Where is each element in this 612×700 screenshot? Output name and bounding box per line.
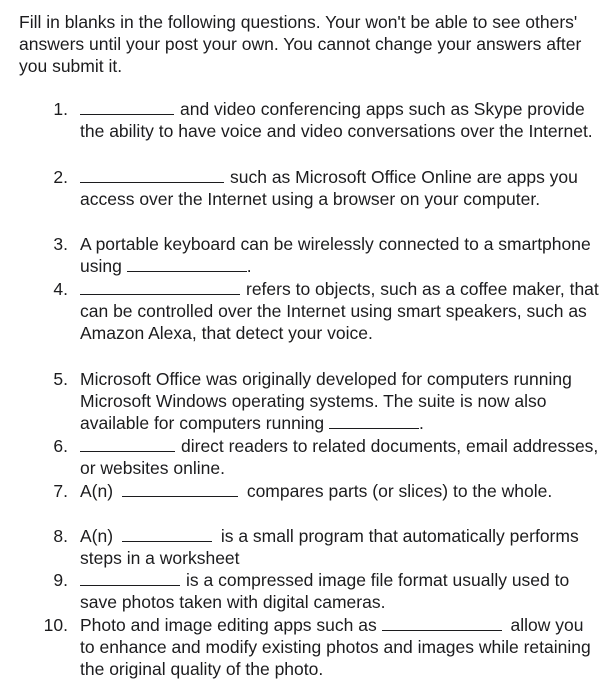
answer-blank[interactable] — [329, 413, 419, 429]
answer-blank[interactable] — [80, 279, 240, 295]
question-number: 2. — [53, 167, 68, 187]
answer-blank[interactable] — [80, 570, 180, 586]
question-text-after: . — [419, 413, 424, 434]
question-number: 10. — [43, 615, 68, 635]
question-text — [80, 614, 600, 681]
question-text-after: is a compressed image file format usually used to save photos taken with digital cameras. — [80, 570, 570, 613]
question-text — [80, 368, 600, 435]
answer-blank[interactable] — [80, 167, 224, 183]
question-text-after: allow you to enhance and modify existing photos and images while retaining the original quality of the photo. — [80, 615, 591, 680]
question-text-after: compares parts (or slices) to the whole. — [246, 481, 553, 501]
question-text-after: and video conferencing apps such as Skype provide the ability to have voice and video conversations over the Internet. — [80, 99, 593, 142]
instructions-text: Fill in blanks in the following questions. Your won't be able to see others' answers until your post your own. You cannot change your answers after you submit it. — [19, 12, 582, 76]
answer-blank[interactable] — [80, 436, 175, 452]
question-text-before: Photo and image editing apps such as — [80, 615, 377, 635]
question-text-after: direct readers to related documents, email addresses, or websites online. — [80, 436, 599, 479]
question-text — [80, 98, 600, 142]
question-text-after: refers to objects, such as a coffee maker, that can be controlled over the Internet using smart speakers, such as Amazon Alexa, that detect your voice. — [80, 279, 599, 344]
answer-blank[interactable] — [122, 481, 238, 497]
question-number: 6. — [53, 436, 68, 456]
question-text-before: A(n) — [80, 526, 114, 546]
question-number: 8. — [53, 526, 68, 546]
answer-blank[interactable] — [382, 615, 502, 631]
question-text-before: A portable keyboard can be wirelessly connected to a smartphone using — [80, 234, 591, 277]
question-text — [80, 480, 600, 502]
question-text-after: is a small program that automatically performs steps in a worksheet — [80, 526, 579, 569]
question-number: 9. — [53, 570, 68, 590]
question-number: 1. — [53, 99, 68, 119]
question-text — [80, 166, 600, 210]
question-text-before: Microsoft Office was originally developed for computers running Microsoft Windows operating systems. The suite is now also available for computers running — [80, 369, 572, 434]
question-text — [80, 435, 600, 479]
question-number: 4. — [53, 279, 68, 299]
question-text — [80, 278, 600, 345]
answer-blank[interactable] — [122, 526, 212, 542]
question-text-after: . — [246, 256, 252, 277]
question-text — [80, 233, 600, 277]
question-text — [80, 569, 600, 613]
question-number: 7. — [53, 481, 68, 501]
answer-blank[interactable] — [127, 256, 247, 272]
question-number: 3. — [53, 234, 68, 254]
answer-blank[interactable] — [80, 99, 174, 115]
question-number: 5. — [53, 369, 68, 389]
question-text-before: A(n) — [80, 481, 114, 501]
question-text — [80, 525, 600, 569]
question-text-after: such as Microsoft Office Online are apps you access over the Internet using a browser on your computer. — [80, 167, 578, 210]
